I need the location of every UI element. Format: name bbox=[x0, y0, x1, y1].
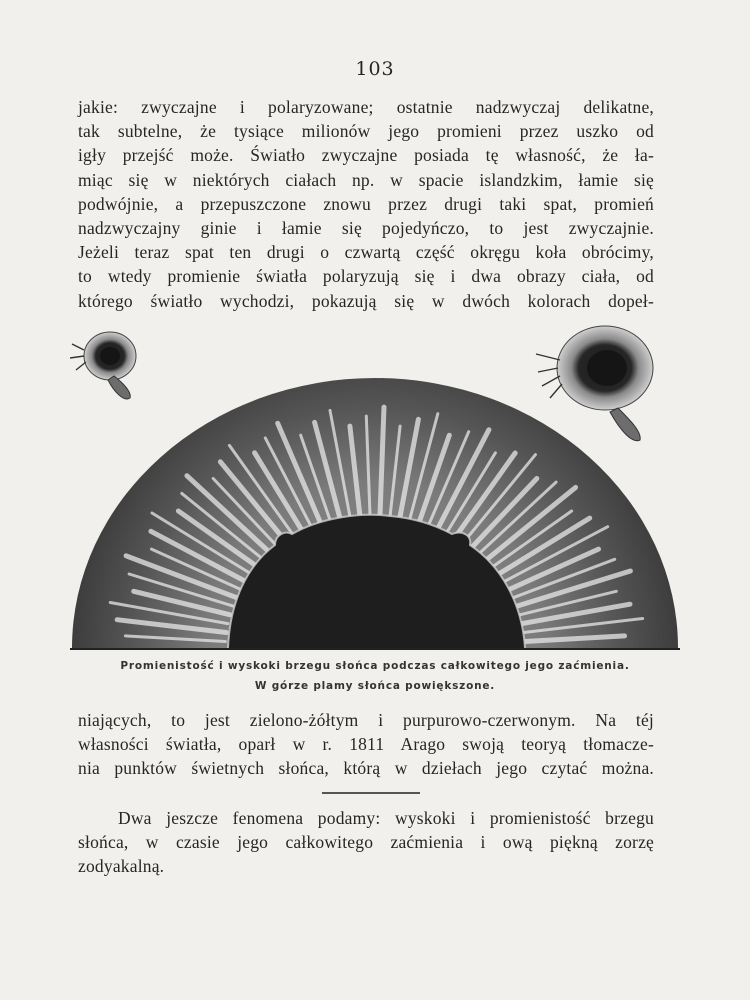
sunspot-right bbox=[536, 326, 653, 441]
text-line: to wtedy promienie światła polaryzują się i dwa obrazy ciała, od bbox=[78, 266, 654, 287]
eclipse-illustration bbox=[70, 320, 680, 652]
text-line: Jeżeli teraz spat ten drugi o czwartą część okręgu koła obrócimy, bbox=[78, 242, 654, 263]
text-line: podwójnie, a przepuszczone znowu przez drugi taki spat, promień bbox=[78, 193, 654, 214]
text-line: własności światła, oparł w r. 1811 Arago swoją teoryą tłomacze- bbox=[78, 734, 654, 755]
text-line: nadzwyczajny ginie i łamie się pojedyńczo, to jest zwyczajnie. bbox=[78, 218, 654, 239]
paragraph-middle bbox=[78, 708, 654, 781]
text-line: igły przejść może. Światło zwyczajne posiada tę własność, że ła- bbox=[78, 145, 654, 166]
text-line: nia punktów świetnych słońca, którą w dziełach jego czytać można. bbox=[78, 758, 654, 779]
text-line: jakie: zwyczajne i polaryzowane; ostatnie nadzwyczaj delikatne, bbox=[78, 97, 654, 117]
text-line: zodyakalną. bbox=[78, 856, 165, 877]
text-line: tak subtelne, że tysiące milionów jego promieni przez uszko od bbox=[78, 121, 654, 142]
figure-caption: Promienistość i wyskoki brzegu słońca podczas całkowitego jego zaćmienia. bbox=[120, 660, 630, 672]
section-divider bbox=[322, 792, 420, 794]
paragraph-bottom bbox=[78, 806, 654, 879]
text-line: niających, to jest zielono-żółtym i purpurowo-czerwonym. Na téj bbox=[78, 710, 654, 730]
text-line: słońca, w czasie jego całkowitego zaćmienia i ową piękną zorzę bbox=[78, 832, 654, 853]
text-line: Dwa jeszcze fenomena podamy: wyskoki i promienistość brzegu bbox=[118, 808, 654, 828]
sunspot-left bbox=[70, 332, 136, 399]
paragraph-top bbox=[78, 95, 654, 313]
text-line: którego światło wychodzi, pokazują się w dwóch kolorach dopeł- bbox=[78, 290, 654, 311]
page-number: 103 bbox=[355, 58, 395, 80]
figure-caption-subtitle: W górze plamy słońca powiększone. bbox=[254, 680, 496, 692]
text-line: miąc się w niektórych ciałach np. w spacie islandzkim, łamie się bbox=[78, 169, 654, 190]
